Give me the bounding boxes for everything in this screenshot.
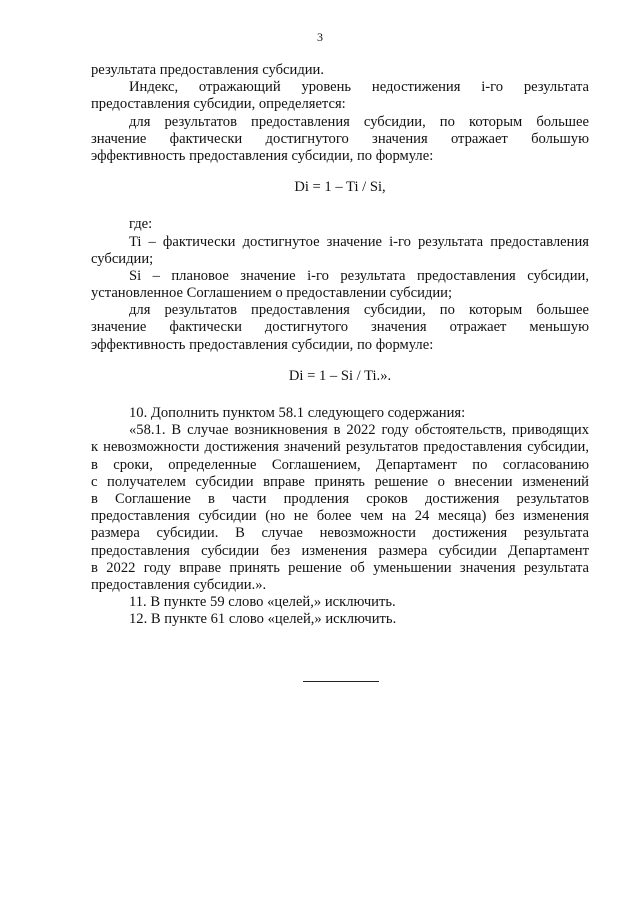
text-line: с получателем субсидии вправе принять решение о внесении изменений — [91, 473, 589, 490]
text-line: «58.1. В случае возникновения в 2022 году обстоятельств, приводящих — [129, 422, 589, 439]
text-line: Индекс, отражающий уровень недостижения i-го результата — [129, 79, 589, 96]
text-line: для результатов предоставления субсидии, по которым большее — [129, 113, 589, 130]
formula-2: Di = 1 – Si / Ti.». — [288, 367, 392, 384]
text-line: предоставления субсидии без изменения размера субсидии Департамент — [91, 542, 589, 559]
text-line: субсидии; — [91, 250, 154, 267]
text-line: значение фактически достигнутого значения отражает меньшую — [91, 319, 589, 336]
text-line: эффективность предоставления субсидии, по формуле: — [91, 336, 434, 353]
text-line: предоставления субсидии (но не более чем на 24 месяца) без изменения — [91, 508, 589, 525]
text-line: в сроки, определенные Соглашением, Департамент по согласованию — [91, 456, 589, 473]
text-line: Ti – фактически достигнутое значение i-го результата предоставления — [129, 233, 589, 250]
end-divider — [303, 681, 379, 682]
text-line: в 2022 году вправе принять решение об уменьшении значения результата — [91, 559, 589, 576]
text-line: к невозможности достижения значений результатов предоставления субсидии, — [91, 439, 589, 456]
text-line: 11. В пункте 59 слово «целей,» исключить. — [129, 594, 396, 611]
text-line: предоставления субсидии, определяется: — [91, 96, 346, 113]
text-line: 10. Дополнить пунктом 58.1 следующего содержания: — [129, 405, 466, 422]
text-line: Si – плановое значение i-го результата предоставления субсидии, — [129, 267, 589, 284]
page-number: 3 — [317, 30, 323, 44]
text-line: предоставления субсидии.». — [91, 576, 267, 593]
text-line: в Соглашение в части продления сроков достижения результатов — [91, 490, 589, 507]
text-line: значение фактически достигнутого значения отражает большую — [91, 130, 589, 147]
text-line: для результатов предоставления субсидии, по которым большее — [129, 302, 589, 319]
formula-1: Di = 1 – Ti / Si, — [294, 179, 386, 196]
text-line: размера субсидии. В случае невозможности достижения результата — [91, 525, 589, 542]
document-body — [91, 62, 589, 628]
text-line: эффективность предоставления субсидии, по формуле: — [91, 147, 434, 164]
text-line: установленное Соглашением о предоставлении субсидии; — [91, 285, 452, 302]
text-line: где: — [129, 216, 153, 233]
text-line: результата предоставления субсидии. — [91, 62, 325, 78]
text-line: 12. В пункте 61 слово «целей,» исключить. — [129, 611, 397, 628]
